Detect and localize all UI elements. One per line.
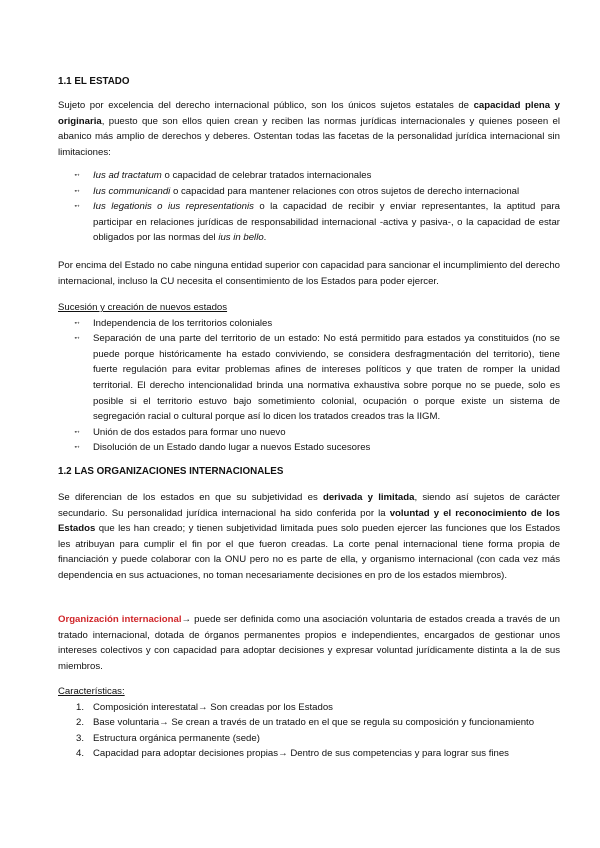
arrow-bullet-icon: ➻	[74, 203, 80, 211]
arrow-bullet-icon: ➻	[74, 172, 80, 179]
succession-title: Sucesión y creación de nuevos estados	[58, 302, 228, 313]
intro-text: Sujeto por excelencia del derecho internacional público, son los únicos sujetos estatales de	[58, 100, 474, 111]
list-item: ➻ Disolución de un Estado dando lugar a nuevos Estado sucesores	[58, 440, 560, 456]
estado-paragraph-2: Por encima del Estado no cabe ninguna entidad superior con capacidad para sancionar el incumplimiento del derecho internacional, incluso la CU necesita el consentimiento de los Estados para poder ejercer.	[58, 260, 560, 287]
organizaciones-paragraph: Se diferencian de los estados en que su subjetividad es derivada y limitada, siendo así sujetos de carácter secundario. Su personalidad jurídica internacional ha sido conferida por la voluntad y el reconocimiento de los Estados que les han creado; y tienen subjetividad limitada pues solo pueden ejercer las funciones que los Estados les atribuyan para cumplir el fin por el que fueron creadas. La corte penal internacional tiene forma propia de financiación y puede colaborar con la ONU pero no es parte de ella, y organismo internacional (con cada vez más dependencia en sus actuaciones, no toman necesariamente decisiones en pro de los estados miembros).	[58, 492, 560, 581]
succession-section	[58, 300, 560, 456]
list-item: 2. Base voluntaria→ Se crean a través de un tratado en el que se regula su composición y funcionamiento	[76, 717, 535, 729]
list-item: ➻ Separación de una parte del territorio de un estado: No está permitido para estados ya constituidos (no se puede porque históricamente ha estado conviviendo, se considera desfragmentación del territorio), tiene fuerte regulación para evitar problemas afines de intereses políticos y que traten de romper la unidad territorial. El derecho intencionalidad brinda una normativa exhaustiva sobre porque no se puede, solo es posible si el territorio estuvo bajo sometimiento colonial, ocupación o porque existe un sistema de segregación racial o cultural porque así lo dicen los tratados creados tras la IIGM.	[74, 333, 560, 423]
intro-bold: capacidad plena y originaria	[58, 100, 560, 127]
section-heading-estado	[58, 74, 560, 89]
arrow-bullet-icon: ➻	[74, 319, 80, 327]
characteristics-title: Características:	[58, 686, 125, 697]
list-item: 4. Capacidad para adoptar decisiones propias→ Dentro de sus competencias y para lograr sus fines	[76, 748, 509, 760]
arrow-bullet-icon: ➻	[74, 335, 80, 343]
list-item: 3. Estructura orgánica permanente (sede)	[76, 732, 260, 744]
list-item: ➻ Ius communicandi o capacidad para mantener relaciones con otros sujetos de derecho internacional	[58, 184, 560, 200]
estado-capacities-list	[58, 168, 560, 246]
definition-paragraph: Organización internacional→ puede ser definida como una asociación voluntaria de estados creada a través de un tratado internacional, dotada de órganos permanentes propios e independientes, encargados de gestionar unos intereses colectivos y con capacidad para adoptar decisiones y expresar voluntad jurídicamente distinta a la de sus miembros.	[58, 614, 560, 672]
heading-text: 1.2 LAS ORGANIZACIONES INTERNACIONALES	[58, 466, 284, 477]
arrow-bullet-icon: ➻	[74, 187, 80, 195]
arrow-bullet-icon: ➻	[74, 428, 80, 436]
list-item: ➻ Independencia de los territorios coloniales	[58, 316, 560, 332]
intro-text-rest: , puesto que son ellos quien crean y reciben las normas jurídicas internacionales y quienes poseen el abanico más amplio de derechos y deberes. Ostentan todas las facetas de la personalidad jurídica internacional sin limitaciones:	[58, 115, 560, 158]
arrow-bullet-icon: ➻	[74, 444, 80, 452]
list-item: ➻ Unión de dos estados para formar uno nuevo	[58, 425, 560, 441]
definition-term: Organización internacional	[58, 614, 182, 625]
list-item: ➻ Ius legationis o ius representationis o la capacidad de recibir y enviar representantes, la aptitud para participar en relaciones jurídicas de responsabilidad internacional -activa y pasiva-, o la capacidad de estar obligados por las normas del ius in bello.	[74, 201, 560, 244]
estado-intro-paragraph	[58, 98, 560, 160]
characteristics-section	[58, 684, 560, 762]
list-item: ➻ Ius ad tractatum o capacidad de celebrar tratados internacionales	[58, 168, 560, 184]
list-item: 1. Composición interestatal→ Son creadas por los Estados	[76, 701, 333, 713]
heading-text: 1.1 EL ESTADO	[58, 76, 130, 87]
section-heading-organizaciones	[58, 464, 560, 479]
